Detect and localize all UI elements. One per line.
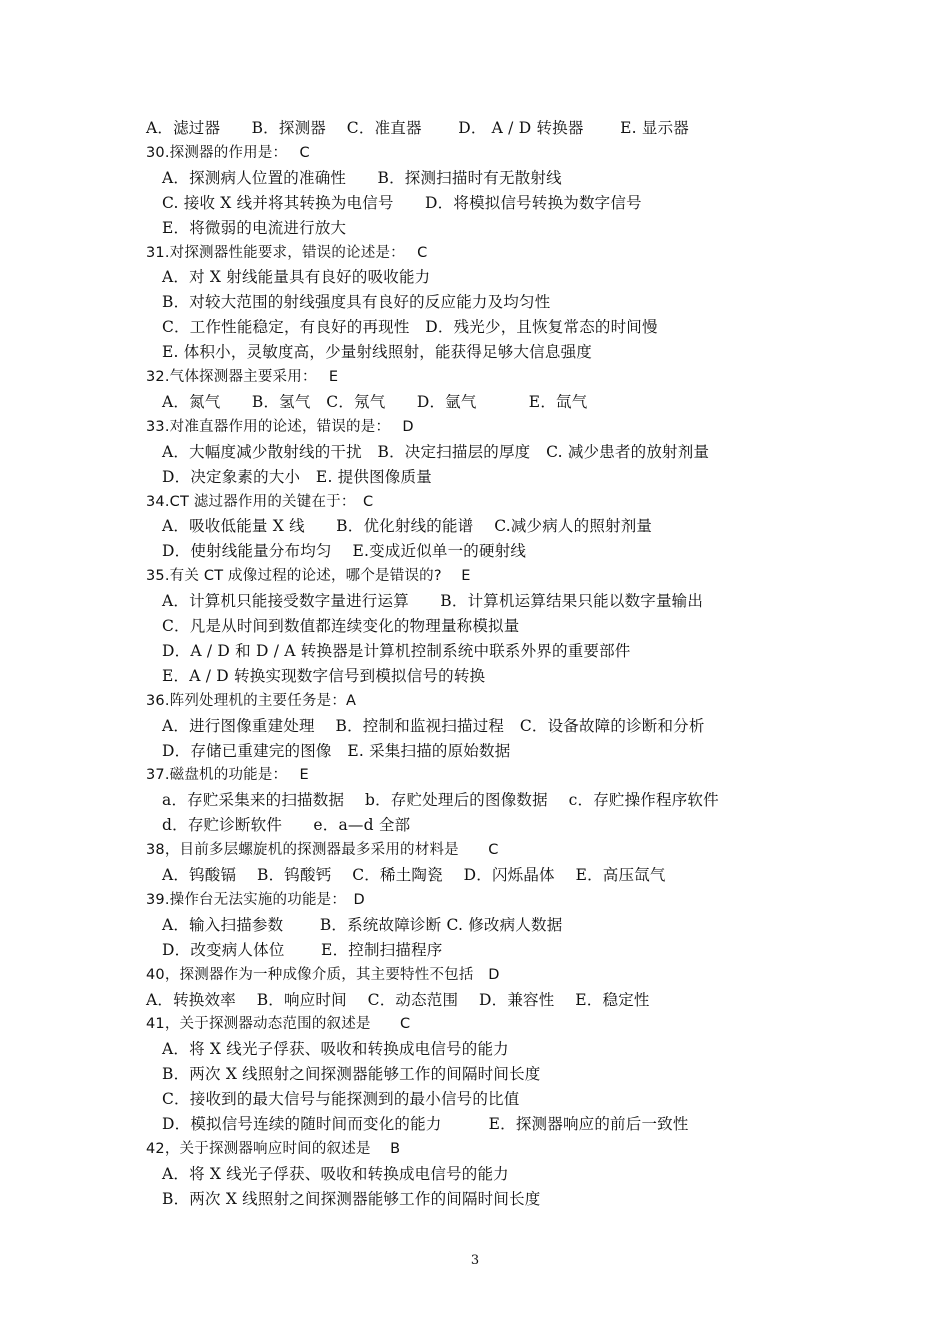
option-line: A．输入扫描参数 B．系统故障诊断 C. 修改病人数据 [162,916,563,934]
question-line: 41，关于探测器动态范围的叙述是 C [146,1016,411,1032]
question-line: 40，探测器作为一种成像介质，其主要特性不包括 D [146,967,500,983]
option-line: a．存贮采集来的扫描数据 b．存贮处理后的图像数据 c．存贮操作程序软件 [162,791,719,809]
question-line: 30.探测器的作用是： C [146,145,310,161]
option-line: A．将 X 线光子俘获、吸收和转换成电信号的能力 [162,1040,509,1058]
option-line: A．大幅度减少散射线的干扰 B．决定扫描层的厚度 C. 减少患者的放射剂量 [162,443,710,461]
option-line: C. 接收 X 线并将其转换为电信号 D．将模拟信号转换为数字信号 [162,194,642,212]
question-line: 32.气体探测器主要采用： E [146,369,339,385]
question-line: 33.对准直器作用的论述，错误的是： D [146,419,414,435]
question-line: 35.有关 CT 成像过程的论述，哪个是错误的? E [146,568,471,584]
option-line: D．决定象素的大小 E. 提供图像质量 [162,468,432,486]
option-line: A．滤过器 B．探测器 C．准直器 D． A / D 转换器 E. 显示器 [146,119,689,137]
page-number: 3 [470,1253,480,1268]
option-line: A．吸收低能量 X 线 B．优化射线的能谱 C.减少病人的照射剂量 [162,517,653,535]
option-line: B．两次 X 线照射之间探测器能够工作的间隔时间长度 [162,1065,541,1083]
option-line: D．存储已重建完的图像 E. 采集扫描的原始数据 [162,742,511,760]
option-line: C．凡是从时间到数值都连续变化的物理量称模拟量 [162,617,520,635]
option-line: D．模拟信号连续的随时间而变化的能力 E．探测器响应的前后一致性 [162,1115,689,1133]
option-line: C．工作性能稳定，有良好的再现性 D．残光少，且恢复常态的时间慢 [162,318,658,336]
option-line: B．两次 X 线照射之间探测器能够工作的间隔时间长度 [162,1190,541,1208]
option-line: A．对 X 射线能量具有良好的吸收能力 [162,268,431,286]
option-line: E．将微弱的电流进行放大 [162,219,347,237]
option-line: A．进行图像重建处理 B．控制和监视扫描过程 C．设备故障的诊断和分析 [162,717,705,735]
option-line: A．氮气 B．氢气 C．氖气 D．氩气 E．氙气 [162,393,588,411]
option-line: E. 体积小，灵敏度高，少量射线照射，能获得足够大信息强度 [162,343,592,361]
question-line: 39.操作台无法实施的功能是： D [146,892,365,908]
option-line: D．使射线能量分布均匀 E.变成近似单一的硬射线 [162,542,527,560]
option-line: B．对较大范围的射线强度具有良好的反应能力及均匀性 [162,293,551,311]
question-line: 42，关于探测器响应时间的叙述是 B [146,1141,401,1157]
question-line: 38，目前多层螺旋机的探测器最多采用的材料是 C [146,842,499,858]
option-line: D．A / D 和 D / A 转换器是计算机控制系统中联系外界的重要部件 [162,642,631,660]
option-line: A．将 X 线光子俘获、吸收和转换成电信号的能力 [162,1165,509,1183]
option-line: A．钨酸镉 B．钨酸钙 C．稀土陶瓷 D．闪烁晶体 E．高压氙气 [162,866,666,884]
option-line: C．接收到的最大信号与能探测到的最小信号的比值 [162,1090,520,1108]
option-line: A．转换效率 B．响应时间 C．动态范围 D．兼容性 E．稳定性 [146,991,650,1009]
option-line: E．A / D 转换实现数字信号到模拟信号的转换 [162,667,486,685]
question-line: 31.对探测器性能要求，错误的论述是： C [146,245,428,261]
question-line: 37.磁盘机的功能是： E [146,767,309,783]
option-line: A．探测病人位置的准确性 B．探测扫描时有无散射线 [162,169,562,187]
question-line: 36.阵列处理机的主要任务是：A [146,693,357,709]
option-line: D．改变病人体位 E．控制扫描程序 [162,941,443,959]
option-line: A．计算机只能接受数字量进行运算 B．计算机运算结果只能以数字量输出 [162,592,704,610]
question-line: 34.CT 滤过器作用的关键在于： C [146,494,374,510]
option-line: d．存贮诊断软件 e．a—d 全部 [162,816,411,834]
